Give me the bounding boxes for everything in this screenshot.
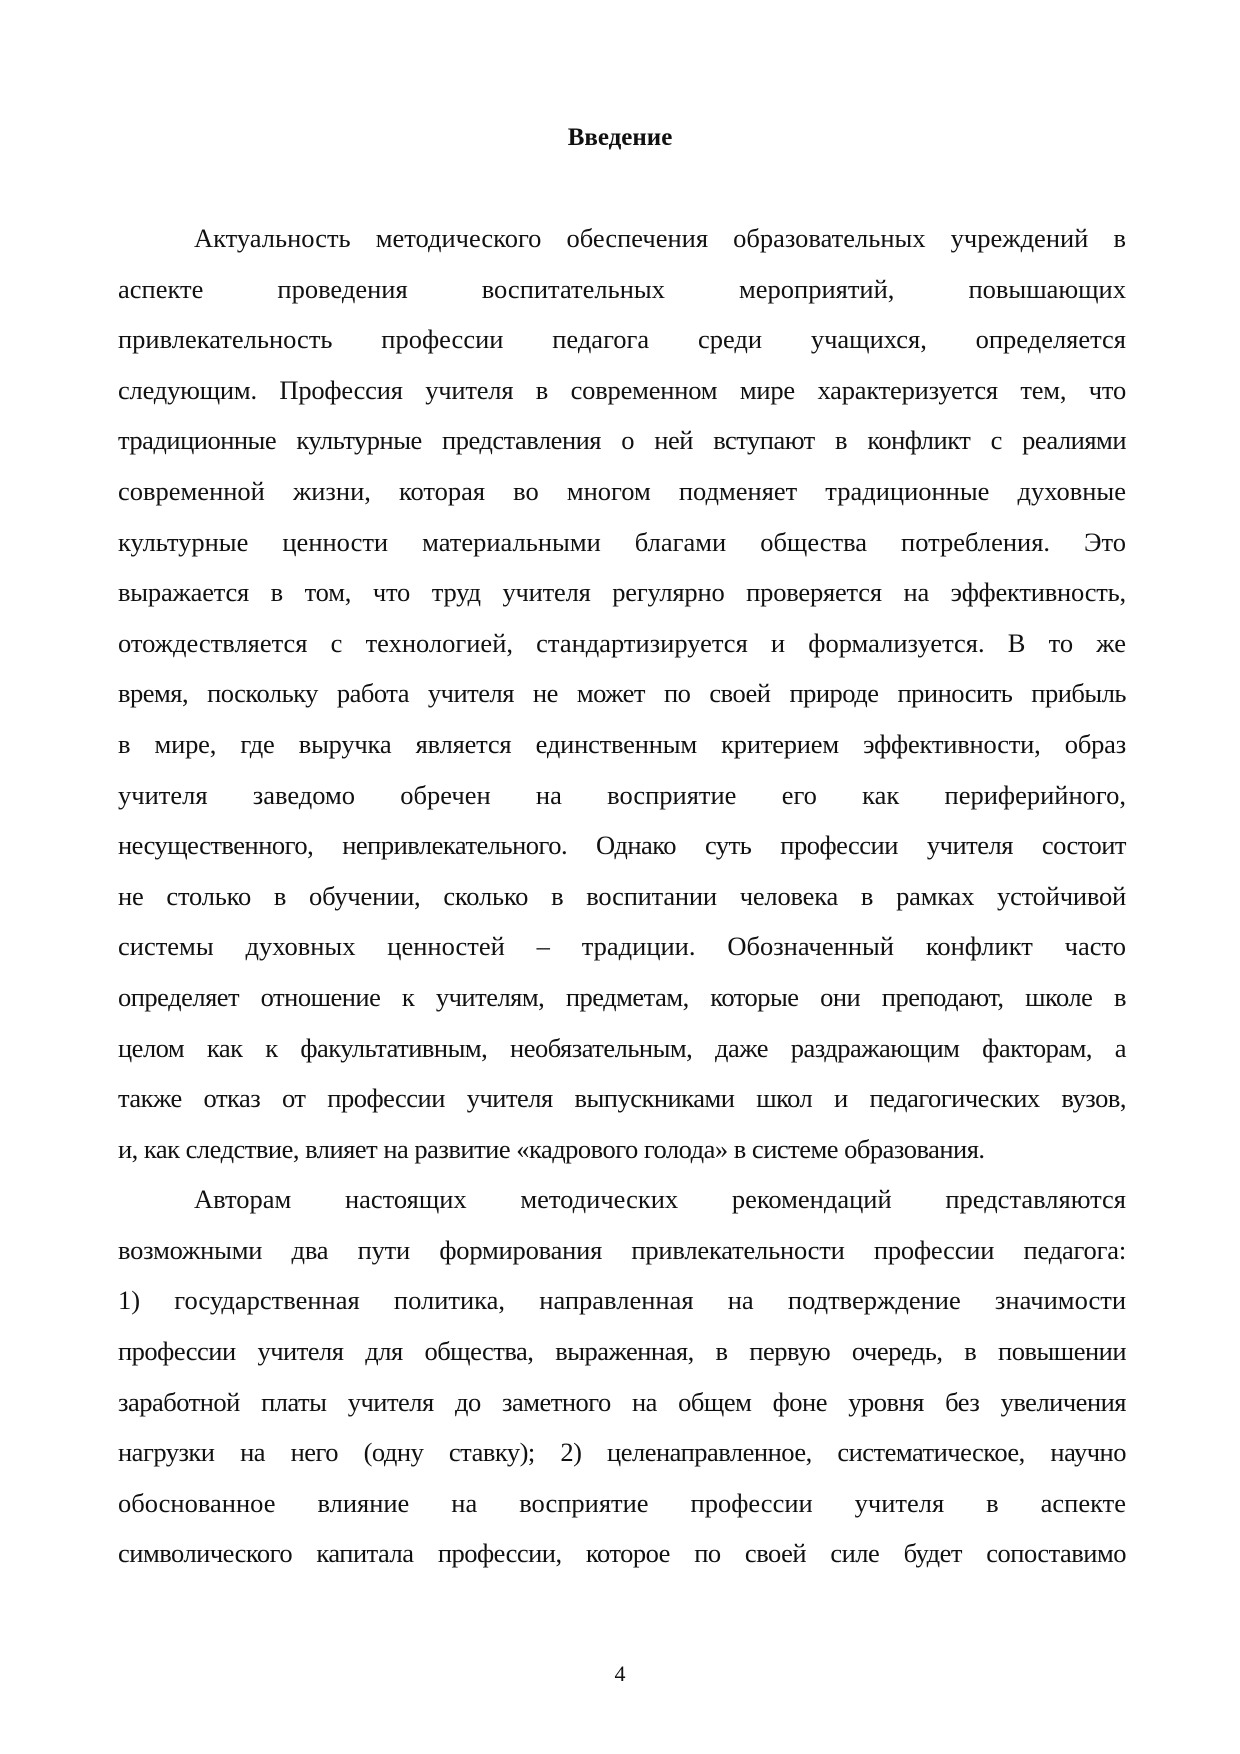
document-body [118,220,1126,1586]
text-line: заработной платы учителя до заметного на общем фоне уровня без увеличения [118,1386,1126,1417]
paragraph-2 [118,1181,1126,1586]
text-line: аспекте проведения воспитательных мероприятий, повышающих [118,273,1126,304]
text-line: не столько в обучении, сколько в воспитании человека в рамках устойчивой [118,880,1126,911]
text-line: традиционные культурные представления о ней вступают в конфликт с реалиями [118,425,1126,456]
text-line: отождествляется с технологией, стандартизируется и формализуется. В то же [118,627,1126,658]
text-line: 1) государственная политика, направленная на подтверждение значимости [118,1285,1126,1316]
text-line: современной жизни, которая во многом подменяет традиционные духовные [118,475,1126,506]
text-line: культурные ценности материальными благами общества потребления. Это [118,526,1126,557]
text-line: Актуальность методического обеспечения образовательных учреждений в [194,223,1126,253]
page-number: 4 [614,1661,626,1686]
text-line: нагрузки на него (одну ставку); 2) целенаправленное, систематическое, научно [118,1437,1126,1468]
text-line: выражается в том, что труд учителя регулярно проверяется на эффективность, [118,577,1126,608]
text-line: профессии учителя для общества, выраженная, в первую очередь, в повышении [118,1336,1126,1367]
text-line: символического капитала профессии, которое по своей силе будет сопоставимо [118,1538,1126,1569]
text-line: системы духовных ценностей – традиции. Обозначенный конфликт часто [118,931,1126,962]
text-line: также отказ от профессии учителя выпускниками школ и педагогических вузов, [118,1083,1126,1114]
page-title: Введение [567,124,673,151]
text-line: и, как следствие, влияет на развитие «кадрового голода» в системе образования. [118,1133,985,1164]
text-line: несущественного, непривлекательного. Однако суть профессии учителя состоит [118,830,1126,861]
paragraph-1 [118,220,1126,1181]
text-line: определяет отношение к учителям, предметам, которые они преподают, школе в [118,981,1126,1012]
text-line: в мире, где выручка является единственным критерием эффективности, образ [118,728,1126,759]
text-line: Авторам настоящих методических рекомендаций представляются [194,1184,1126,1215]
text-line: время, поскольку работа учителя не может по своей природе приносить прибыль [118,678,1126,709]
text-line: учителя заведомо обречен на восприятие его как периферийного, [118,779,1126,810]
text-line: привлекательность профессии педагога среди учащихся, определяется [118,324,1126,355]
text-line: возможными два пути формирования привлекательности профессии педагога: [118,1234,1126,1265]
text-line: следующим. Профессия учителя в современном мире характеризуется тем, что [118,374,1126,405]
text-line: целом как к факультативным, необязательным, даже раздражающим факторам, а [118,1032,1126,1063]
text-line: обоснованное влияние на восприятие профессии учителя в аспекте [118,1487,1126,1518]
